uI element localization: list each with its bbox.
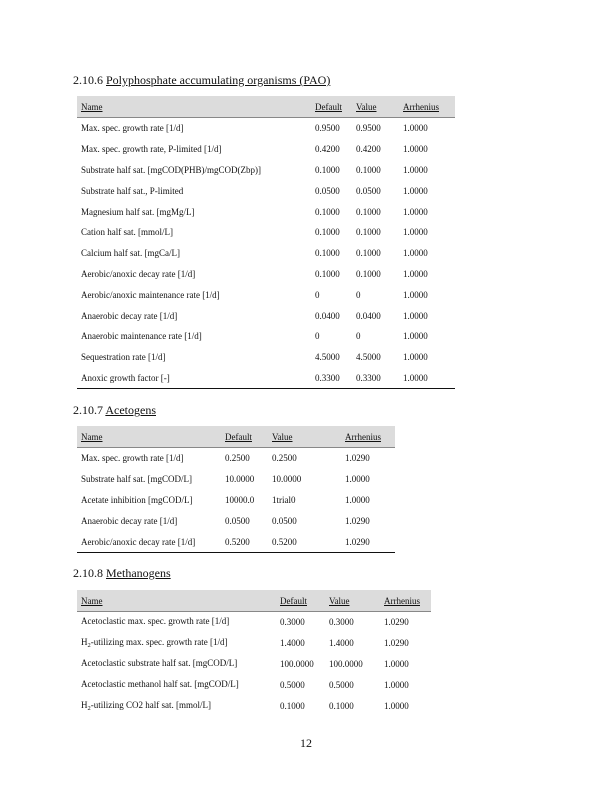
param-arrhenius: 1.0290 xyxy=(345,453,370,464)
param-name: Acetoclastic methanol half sat. [mgCOD/L] xyxy=(81,678,239,689)
param-default: 0.1000 xyxy=(280,700,305,711)
column-header-name: Name xyxy=(77,590,276,612)
param-name: Anoxic growth factor [-] xyxy=(77,368,311,389)
param-default: 4.5000 xyxy=(315,352,340,363)
section-number: 2.10.7 xyxy=(73,403,103,417)
table-header-row xyxy=(77,590,431,612)
section-heading-methanogens xyxy=(73,566,171,580)
param-value: 0.4200 xyxy=(356,144,381,155)
table-row xyxy=(77,243,455,264)
table-row xyxy=(77,674,431,695)
param-arrhenius: 1.0000 xyxy=(345,474,370,485)
param-default: 10000.0 xyxy=(225,494,255,505)
param-name: $H_2$-utilizing CO2 half sat. [mmol/L] xyxy=(81,699,211,712)
table-row xyxy=(77,118,455,139)
param-arrhenius: 1.0000 xyxy=(403,310,428,321)
param-value: 0.0500 xyxy=(356,185,381,196)
param-arrhenius: 1.0000 xyxy=(403,227,428,238)
section-heading-acetogens xyxy=(73,403,156,417)
param-arrhenius: 1.0000 xyxy=(384,679,409,690)
param-arrhenius: 1.0000 xyxy=(403,352,428,363)
param-arrhenius: 1.0000 xyxy=(403,206,428,217)
table-row xyxy=(77,222,455,243)
param-arrhenius: 1.0000 xyxy=(403,268,428,279)
param-arrhenius: 1.0290 xyxy=(345,515,370,526)
table-row xyxy=(77,180,455,201)
table-row xyxy=(77,284,455,305)
param-value: 0.2500 xyxy=(272,453,297,464)
param-value: 0 xyxy=(356,289,361,300)
param-name: Substrate half sat., P-limited xyxy=(81,185,184,196)
param-name: Aerobic/anoxic decay rate [1/d] xyxy=(77,531,221,552)
param-default: 0.0500 xyxy=(225,515,250,526)
param-name: $H_2$-utilizing max. spec. growth rate [1/d] xyxy=(81,637,228,650)
param-arrhenius: 1.0000 xyxy=(403,248,428,259)
table-header-row xyxy=(77,96,455,118)
param-value: 0.1000 xyxy=(356,164,381,175)
column-header-value: Value xyxy=(325,590,380,612)
param-name: Substrate half sat. [mgCOD/L] xyxy=(81,474,192,485)
param-arrhenius: 1.0000 xyxy=(403,123,428,134)
param-default: 0.2500 xyxy=(225,453,250,464)
column-header-default: Default xyxy=(221,426,268,448)
param-default: 0.3300 xyxy=(311,368,352,389)
param-arrhenius: 1.0000 xyxy=(403,164,428,175)
param-name: Acetate inhibition [mgCOD/L] xyxy=(81,494,193,505)
param-arrhenius: 1.0000 xyxy=(399,368,455,389)
param-value: 0.9500 xyxy=(356,123,381,134)
page-number: 12 xyxy=(300,736,312,750)
param-name: Calcium half sat. [mgCa/L] xyxy=(81,248,180,259)
param-default: 0.5000 xyxy=(280,679,305,690)
param-arrhenius: 1.0000 xyxy=(403,185,428,196)
param-default: 0.1000 xyxy=(315,164,340,175)
column-header-name: Name xyxy=(77,426,221,448)
acetogens-parameter-table xyxy=(77,426,395,553)
param-value: 0.3000 xyxy=(329,617,354,628)
table-row xyxy=(77,368,455,389)
column-header-arrhenius: Arrhenius xyxy=(380,590,431,612)
param-value: 0.1000 xyxy=(356,227,381,238)
param-name: Anaerobic decay rate [1/d] xyxy=(81,310,178,321)
column-header-default: Default xyxy=(311,96,352,118)
table-row xyxy=(77,139,455,160)
table-row xyxy=(77,305,455,326)
table-row xyxy=(77,347,455,368)
param-name: Sequestration rate [1/d] xyxy=(81,352,166,363)
param-name: Max. spec. growth rate [1/d] xyxy=(81,123,184,134)
table-row xyxy=(77,448,395,469)
section-title: Polyphosphate accumulating organisms (PAO) xyxy=(106,73,331,87)
param-default: 0.0400 xyxy=(315,310,340,321)
param-default: 0.1000 xyxy=(315,268,340,279)
table-row xyxy=(77,654,431,675)
column-header-value: Value xyxy=(268,426,341,448)
pao-parameter-table xyxy=(77,96,455,389)
param-default: 100.0000 xyxy=(280,658,314,669)
param-default: 0 xyxy=(315,331,320,342)
param-name: Anaerobic maintenance rate [1/d] xyxy=(81,331,202,342)
param-default: 0.4200 xyxy=(315,144,340,155)
table-row xyxy=(77,469,395,490)
param-value: 0.5200 xyxy=(268,531,341,552)
param-value: 0.5000 xyxy=(329,679,354,690)
param-value: 10.0000 xyxy=(272,474,302,485)
section-title: Acetogens xyxy=(105,403,156,417)
table-row xyxy=(77,531,395,552)
param-name: Aerobic/anoxic decay rate [1/d] xyxy=(81,268,196,279)
param-default: 0.9500 xyxy=(315,123,340,134)
section-heading-pao xyxy=(73,73,330,87)
param-arrhenius: 1.0000 xyxy=(403,144,428,155)
param-default: 1.4000 xyxy=(280,638,305,649)
param-name: Max. spec. growth rate [1/d] xyxy=(81,453,184,464)
param-arrhenius: 1.0290 xyxy=(384,617,409,628)
param-name: Anaerobic decay rate [1/d] xyxy=(81,515,178,526)
param-value: 0.0400 xyxy=(356,310,381,321)
param-value: 100.0000 xyxy=(329,658,363,669)
table-row xyxy=(77,510,395,531)
column-header-value: Value xyxy=(352,96,399,118)
param-default: 0.5200 xyxy=(221,531,268,552)
param-value: 0.1000 xyxy=(356,248,381,259)
table-row xyxy=(77,490,395,511)
column-header-arrhenius: Arrhenius xyxy=(399,96,455,118)
param-arrhenius: 1.0000 xyxy=(403,289,428,300)
column-header-arrhenius: Arrhenius xyxy=(341,426,395,448)
param-name: Substrate half sat. [mgCOD(PHB)/mgCOD(Zbp)] xyxy=(81,164,261,175)
param-default: 0.1000 xyxy=(315,206,340,217)
param-default: 0.1000 xyxy=(315,248,340,259)
param-value: 4.5000 xyxy=(356,352,381,363)
methanogens-parameter-table xyxy=(77,590,431,716)
table-row xyxy=(77,201,455,222)
param-value: 0.1000 xyxy=(329,700,354,711)
table-row xyxy=(77,326,455,347)
param-arrhenius: 1.0290 xyxy=(384,638,409,649)
param-value: 0.1000 xyxy=(356,206,381,217)
param-name: Max. spec. growth rate, P-limited [1/d] xyxy=(81,144,222,155)
param-name: Acetoclastic substrate half sat. [mgCOD/L] xyxy=(81,657,238,668)
table-row xyxy=(77,160,455,181)
column-header-name: Name xyxy=(77,96,311,118)
param-value: 0.3300 xyxy=(352,368,399,389)
section-number: 2.10.6 xyxy=(73,73,103,87)
table-header-row xyxy=(77,426,395,448)
param-default: 0 xyxy=(315,289,320,300)
column-header-default: Default xyxy=(276,590,325,612)
param-arrhenius: 1.0000 xyxy=(345,494,370,505)
param-arrhenius: 1.0000 xyxy=(384,658,409,669)
table-row xyxy=(77,612,431,633)
section-number: 2.10.8 xyxy=(73,566,103,580)
param-value: 0.1000 xyxy=(356,268,381,279)
param-default: 0.1000 xyxy=(315,227,340,238)
section-title: Methanogens xyxy=(106,566,171,580)
param-arrhenius: 1.0290 xyxy=(341,531,395,552)
param-name: Magnesium half sat. [mgMg/L] xyxy=(81,206,195,217)
param-arrhenius: 1.0000 xyxy=(384,700,409,711)
param-value: 1trial0 xyxy=(272,494,296,505)
param-default: 0.0500 xyxy=(315,185,340,196)
param-default: 0.3000 xyxy=(280,617,305,628)
param-arrhenius: 1.0000 xyxy=(403,331,428,342)
param-name: Aerobic/anoxic maintenance rate [1/d] xyxy=(81,289,220,300)
table-row xyxy=(77,633,431,654)
table-row xyxy=(77,695,431,716)
table-row xyxy=(77,264,455,285)
param-value: 0 xyxy=(356,331,361,342)
param-value: 1.4000 xyxy=(329,638,354,649)
param-value: 0.0500 xyxy=(272,515,297,526)
param-name: Acetoclastic max. spec. growth rate [1/d] xyxy=(81,616,230,627)
param-default: 10.0000 xyxy=(225,474,255,485)
param-name: Cation half sat. [mmol/L] xyxy=(81,227,173,238)
